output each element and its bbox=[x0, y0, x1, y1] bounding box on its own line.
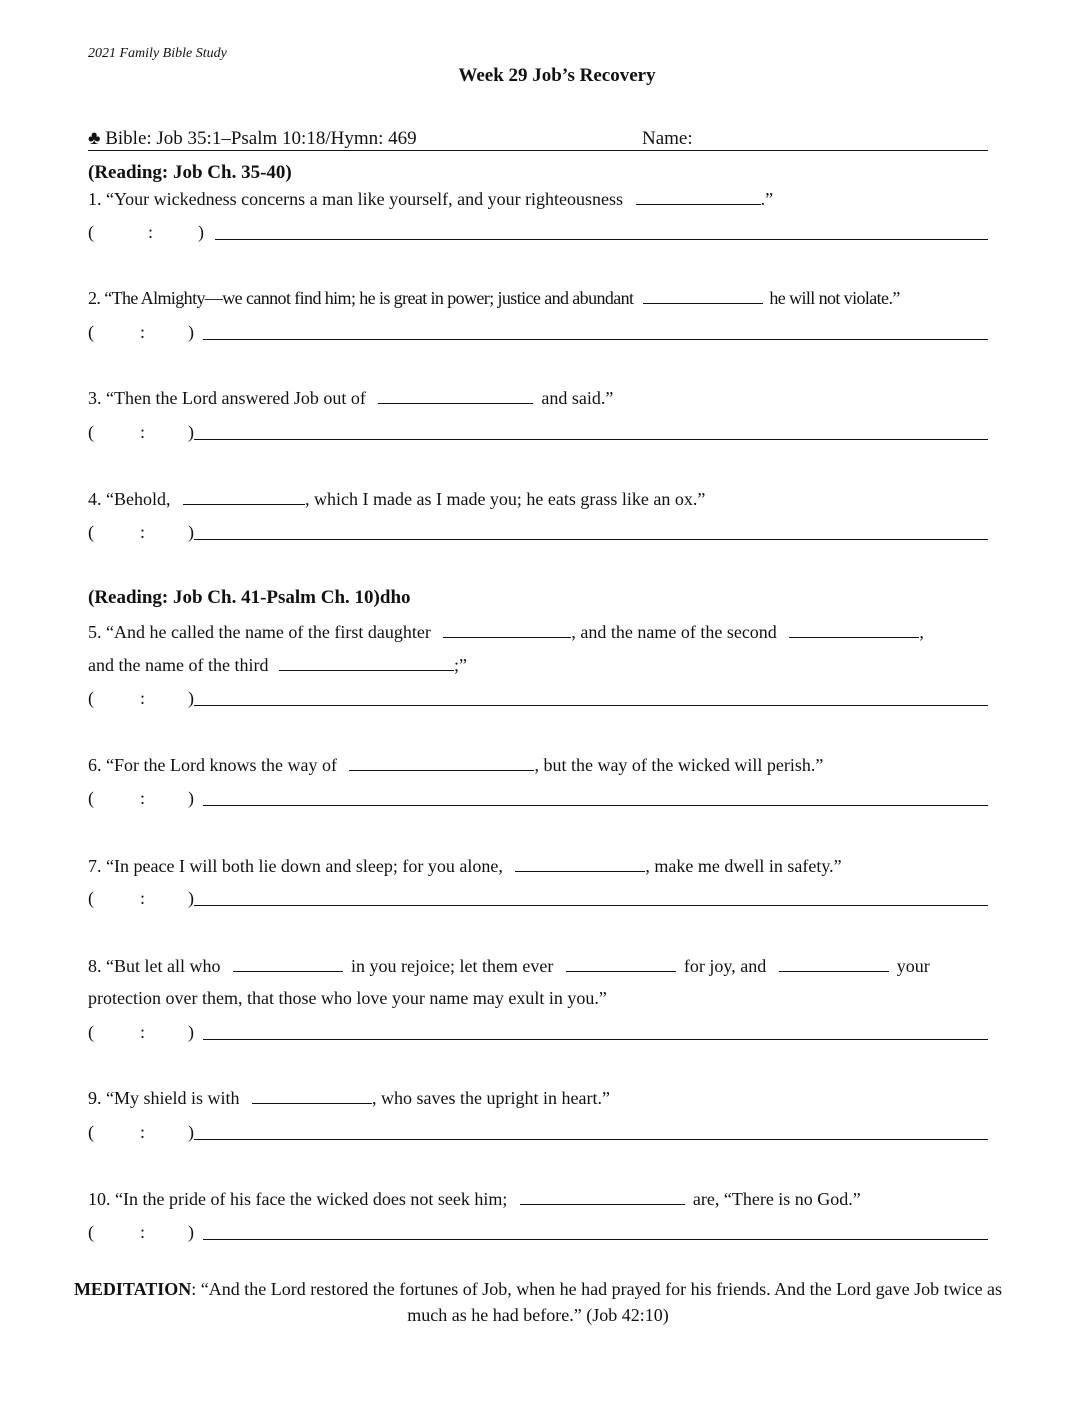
question-2-text: 2. “The Almighty—we cannot find him; he is great in power; justice and abundant bbox=[88, 288, 634, 308]
ref-colon: : bbox=[140, 688, 146, 708]
ref-close: ) bbox=[188, 422, 194, 442]
reference-answer-line[interactable] bbox=[194, 1139, 988, 1140]
ref-open: ( bbox=[88, 788, 94, 808]
corner-text: 2021 Family Bible Study bbox=[88, 46, 227, 61]
ref-close: ) bbox=[188, 788, 194, 808]
bible-line: ♣ Bible: Job 35:1–Psalm 10:18/Hymn: 469 bbox=[88, 128, 417, 149]
ref-close: ) bbox=[188, 1022, 194, 1042]
ref-open: ( bbox=[88, 522, 94, 542]
ref-open: ( bbox=[88, 888, 94, 908]
ref-colon: : bbox=[140, 1222, 146, 1242]
question-10 bbox=[88, 1188, 861, 1210]
ref-open: ( bbox=[88, 1122, 94, 1142]
answer-blank[interactable] bbox=[252, 1087, 372, 1104]
reference-answer-line[interactable] bbox=[194, 705, 988, 706]
ref-open: ( bbox=[88, 1022, 94, 1042]
question-8-line-2 bbox=[88, 988, 607, 1009]
answer-blank[interactable] bbox=[520, 1188, 685, 1205]
question-2 bbox=[88, 287, 900, 309]
ref-close: ) bbox=[188, 888, 194, 908]
question-4-text: 4. “Behold, bbox=[88, 489, 171, 509]
question-8-text-end: your bbox=[896, 956, 930, 976]
ref-colon: : bbox=[140, 1122, 146, 1142]
question-1 bbox=[88, 188, 773, 210]
reference-answer-line[interactable] bbox=[203, 339, 988, 340]
question-7-text: 7. “In peace I will both lie down and sleep; for you alone, bbox=[88, 856, 503, 876]
name-label: Name: bbox=[642, 128, 693, 149]
reference-answer-line[interactable] bbox=[194, 905, 988, 906]
name-field[interactable] bbox=[706, 146, 988, 152]
ref-colon: : bbox=[140, 322, 146, 342]
question-8-text-mid2: for joy, and bbox=[683, 956, 767, 976]
question-5-text-end: ;” bbox=[453, 655, 467, 675]
ref-close: ) bbox=[198, 222, 204, 242]
answer-blank[interactable] bbox=[779, 955, 889, 972]
answer-blank[interactable] bbox=[515, 855, 645, 872]
question-1-text-end: .” bbox=[760, 189, 774, 209]
question-2-text-end: he will not violate.” bbox=[769, 288, 900, 308]
question-6-text: 6. “For the Lord knows the way of bbox=[88, 755, 337, 775]
answer-blank[interactable] bbox=[349, 754, 534, 771]
question-9 bbox=[88, 1087, 610, 1109]
question-5-text-line2: and the name of the third bbox=[88, 655, 269, 675]
ref-close: ) bbox=[188, 1222, 194, 1242]
ref-colon: : bbox=[140, 888, 146, 908]
question-10-text-end: are, “There is no God.” bbox=[692, 1189, 861, 1209]
question-9-text: 9. “My shield is with bbox=[88, 1088, 240, 1108]
reference-answer-line[interactable] bbox=[194, 439, 988, 440]
ref-open: ( bbox=[88, 222, 94, 242]
reference-answer-line[interactable] bbox=[203, 805, 988, 806]
section-heading-2: (Reading: Job Ch. 41-Psalm Ch. 10)dho bbox=[88, 587, 411, 608]
question-8-text: 8. “But let all who bbox=[88, 956, 221, 976]
question-4-text-end: , which I made as I made you; he eats grass like an ox.” bbox=[305, 489, 706, 509]
answer-blank[interactable] bbox=[233, 955, 343, 972]
question-8-text-mid: in you rejoice; let them ever bbox=[350, 956, 554, 976]
reference-answer-line[interactable] bbox=[194, 539, 988, 540]
answer-blank[interactable] bbox=[636, 188, 761, 205]
question-4 bbox=[88, 488, 705, 510]
question-5-text: 5. “And he called the name of the first daughter bbox=[88, 622, 431, 642]
question-10-text: 10. “In the pride of his face the wicked does not seek him; bbox=[88, 1189, 508, 1209]
ref-close: ) bbox=[188, 1122, 194, 1142]
question-6 bbox=[88, 754, 823, 776]
answer-blank[interactable] bbox=[378, 387, 533, 404]
answer-blank[interactable] bbox=[279, 654, 454, 671]
ref-close: ) bbox=[188, 522, 194, 542]
question-5-text-mid: , and the name of the second bbox=[571, 622, 777, 642]
meditation bbox=[60, 1276, 1016, 1328]
ref-colon: : bbox=[140, 1022, 146, 1042]
ref-open: ( bbox=[88, 688, 94, 708]
answer-blank[interactable] bbox=[643, 287, 763, 304]
answer-blank[interactable] bbox=[789, 621, 919, 638]
ref-colon: : bbox=[148, 222, 154, 242]
answer-blank[interactable] bbox=[443, 621, 571, 638]
section-heading-1: (Reading: Job Ch. 35-40) bbox=[88, 162, 292, 183]
question-8 bbox=[88, 955, 930, 977]
meditation-text: : “And the Lord restored the fortunes of Job, when he had prayed for his friends. And the Lord gave Job twice as much as he had before.” (Job 42:10) bbox=[191, 1279, 1003, 1325]
ref-open: ( bbox=[88, 422, 94, 442]
question-5-text-comma: , bbox=[919, 622, 924, 642]
question-8-text-line2: protection over them, that those who love your name may exult in you.” bbox=[88, 988, 607, 1008]
ref-colon: : bbox=[140, 522, 146, 542]
question-5-line-2 bbox=[88, 654, 467, 676]
question-3-text: 3. “Then the Lord answered Job out of bbox=[88, 388, 366, 408]
ref-open: ( bbox=[88, 322, 94, 342]
question-5 bbox=[88, 621, 924, 643]
meditation-label: MEDITATION bbox=[73, 1279, 192, 1299]
ref-colon: : bbox=[140, 788, 146, 808]
ref-close: ) bbox=[188, 322, 194, 342]
question-7-text-end: , make me dwell in safety.” bbox=[645, 856, 842, 876]
question-9-text-end: , who saves the upright in heart.” bbox=[372, 1088, 610, 1108]
reference-answer-line[interactable] bbox=[203, 1239, 988, 1240]
question-3-text-end: and said.” bbox=[541, 388, 614, 408]
ref-close: ) bbox=[188, 688, 194, 708]
reference-answer-line[interactable] bbox=[203, 1039, 988, 1040]
reference-answer-line[interactable] bbox=[215, 239, 988, 240]
ref-open: ( bbox=[88, 1222, 94, 1242]
question-3 bbox=[88, 387, 613, 409]
ref-colon: : bbox=[140, 422, 146, 442]
page-title: Week 29 Job’s Recovery bbox=[458, 65, 656, 86]
answer-blank[interactable] bbox=[183, 488, 305, 505]
question-6-text-end: , but the way of the wicked will perish.” bbox=[534, 755, 824, 775]
question-7 bbox=[88, 855, 842, 877]
question-1-text: 1. “Your wickedness concerns a man like yourself, and your righteousness bbox=[88, 189, 624, 209]
answer-blank[interactable] bbox=[566, 955, 676, 972]
